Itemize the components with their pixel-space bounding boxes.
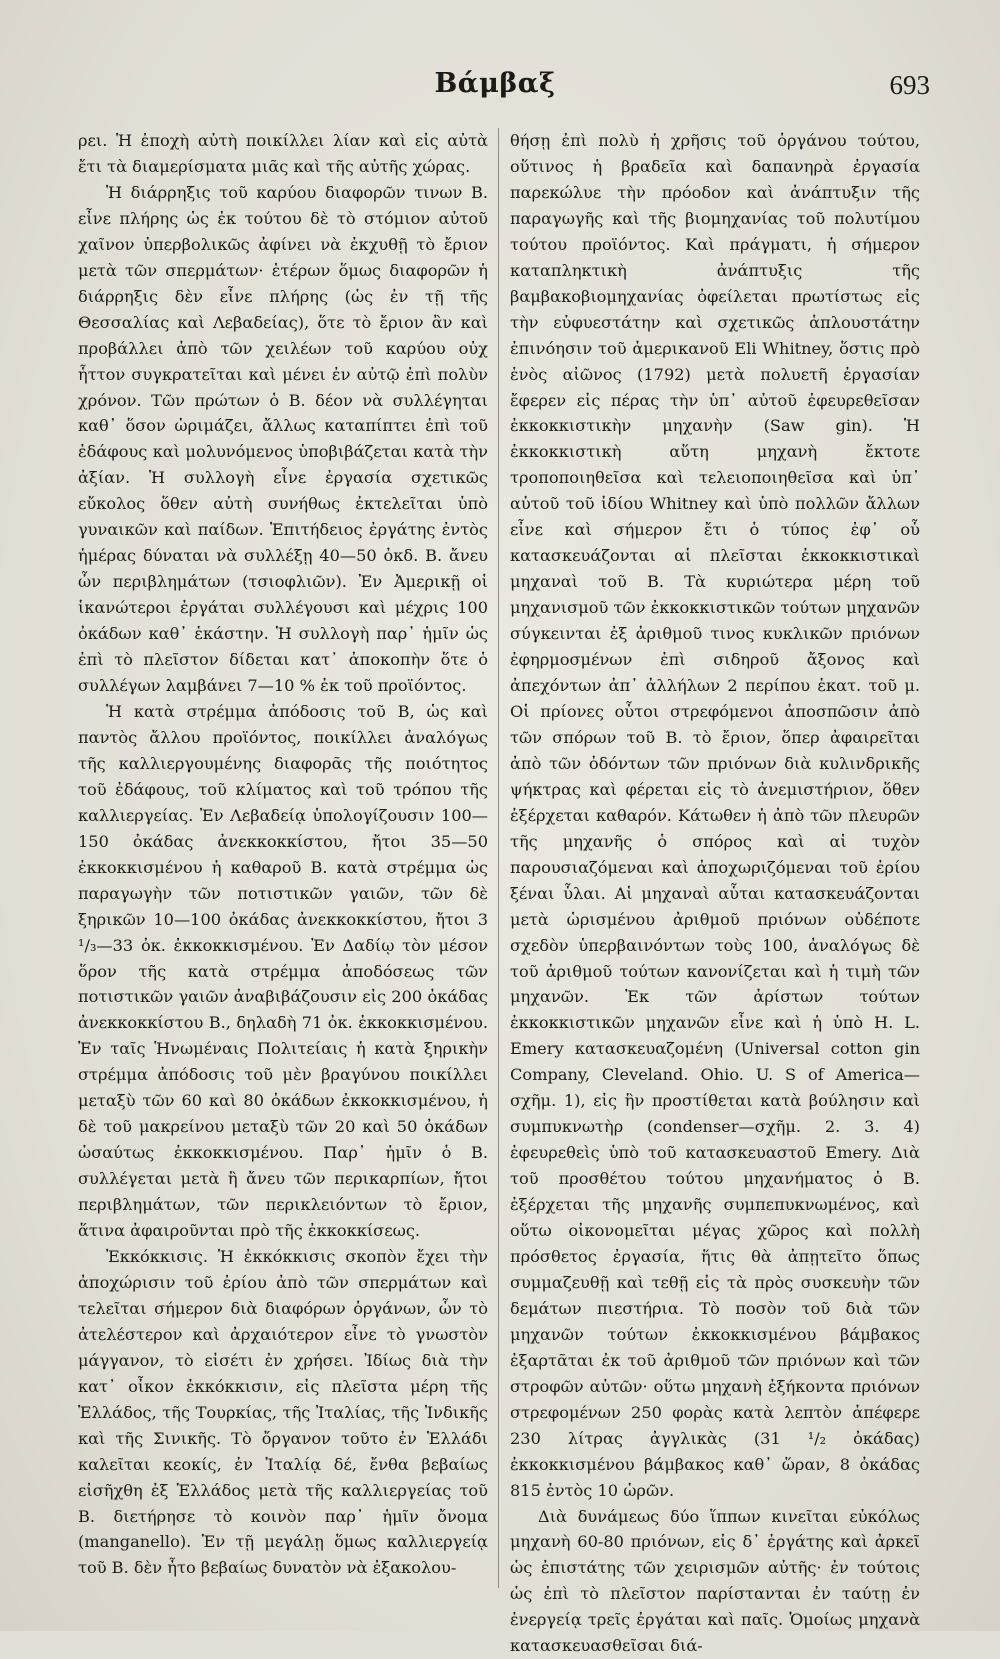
left-paragraph-1: ρει. Ἡ ἐποχὴ αὐτὴ ποικίλλει λίαν καὶ εἰς αὐτὰ ἔτι τὰ διαμερίσματα μιᾶς καὶ τῆς αὐτῆς χώρας. (78, 131, 488, 176)
left-paragraph-4: Ἐκκόκκισις. Ἡ ἐκκόκκισις σκοπὸν ἔχει τὴν ἀποχώρισιν τοῦ ἐρίου ἀπὸ τῶν σπερμάτων καὶ τελεῖται σήμερον διὰ διαφόρων ὀργάνων, ὧν τὸ ἀτελέστερον καὶ ἀρχαιότερον εἶνε τὸ γνωστὸν μάγγανον, τὸ εἰσέτι ἐν χρήσει. Ἰδίως διὰ τὴν κατ᾽ οἶκον ἐκκόκκισιν, εἰς πλεῖστα μέρη τῆς Ἑλλάδος, τῆς Τουρκίας, τῆς Ἰταλίας, τῆς Ἰνδικῆς καὶ τῆς Σινικῆς. Τὸ ὄργανον τοῦτο ἐν Ἑλλάδι καλεῖται κεοκίς, ἐν Ἰταλίᾳ δέ, ἔνθα βεβαίως εἰσῆχθη ἐξ Ἑλλάδος μετὰ τῆς καλλιεργείας τοῦ Β. διετήρησε τὸ κοινὸν παρ᾽ ἡμῖν ὄνομα (manganello). Ἐν τῇ μεγάλῃ ὅμως καλλιεργείᾳ τοῦ Β. δὲν ἦτο βεβαίως δυνατὸν νὰ ἐξακολου- (78, 1246, 488, 1578)
column-divider (498, 128, 499, 1588)
right-paragraph-1: θήσῃ ἐπὶ πολὺ ἡ χρῆσις τοῦ ὀργάνου τούτου, οὕτινος ἡ βραδεῖα καὶ δαπανηρὰ ἐργασία παρεκώλυε τὴν πρόοδον καὶ ἀνάπτυξιν τῆς παραγωγῆς καὶ τῆς βιομηχανίας τοῦ πολυτίμου τούτου προϊόντος. Καὶ πράγματι, ἡ σήμερον καταπληκτικὴ ἀνάπτυξις τῆς βαμβακοβιομηχανίας ὀφείλεται πρωτίστως εἰς τὴν εὐφυεστάτην καὶ σχετικῶς ἁπλουστάτην ἐπινόησιν τοῦ ἀμερικανοῦ Eli Whitney, ὅστις πρὸ ἑνὸς αἰῶνος (1792) μετὰ πολυετῆ ἐργασίαν ἔφερεν εἰς πέρας τὴν ὑπ᾽ αὐτοῦ ἐφευρεθεῖσαν ἐκκοκκιστικὴν μηχανὴν (Saw gin). Ἡ ἐκκοκκιστικὴ αὕτη μηχανὴ ἔκτοτε τροποποιηθεῖσα καὶ τελειοποιηθεῖσα καὶ ὑπ᾽ αὐτοῦ τοῦ ἰδίου Whitney καὶ ὑπὸ πολλῶν ἄλλων εἶνε καὶ σήμερον ἔτι ὁ τύπος ἐφ᾽ οὗ κατασκευάζονται αἱ πλεῖσται ἐκκοκκιστικαὶ μηχαναὶ τοῦ Β. Τὰ κυριώτερα μέρη τοῦ μηχανισμοῦ τῶν ἐκκοκκιστικῶν τούτων μηχανῶν σύγκεινται ἐξ ἀριθμοῦ τινος κυκλικῶν πριόνων ἐφηρμοσμένων ἐπὶ σιδηροῦ ἄξονος καὶ ἀπεχόντων ἀπ᾽ ἀλλήλων 2 περίπου ἑκατ. τοῦ μ. Οἱ πρίονες οὗτοι στρεφόμενοι ἀποσπῶσιν ἀπὸ τῶν σπόρων τοῦ Β. τὸ ἔριον, ὅπερ ἀφαιρεῖται ἀπὸ τῶν ὀδόντων τῶν πριόνων διὰ κυλινδρικῆς ψήκτρας καὶ φέρεται εἰς τὸ ἀνεμιστήριον, ὅθεν ἐξέρχεται καθαρόν. Κάτωθεν ἡ ἀπὸ τῶν πλευρῶν τῆς μηχανῆς ὁ σπόρος καὶ αἱ τυχὸν παρουσιαζόμεναι καὶ ἀποχωριζόμεναι τοῦ ἐρίου ξέναι ὗλαι. Αἱ μηχαναὶ αὗται κατασκευάζονται μετὰ ὡρισμένου ἀριθμοῦ πριόνων οὐδέποτε σχεδὸν ὑπερβαινόντων τοὺς 100, ἀναλόγως δὲ τοῦ ἀριθμοῦ τούτων κανονίζεται καὶ ἡ τιμὴ τῶν μηχανῶν. Ἐκ τῶν ἀρίστων τούτων ἐκκοκκιστικῶν μηχανῶν εἶνε καὶ ἡ ὑπὸ H. L. Emery κατασκευαζομένη (Universal cotton gin Company, Cleveland. Ohio. U. S of America—σχῆμ. 1), εἰς ἣν προστίθεται κατὰ βούλησιν καὶ συμπυκνωτὴρ (condenser—σχῆμ. 2. 3. 4) ἐφευρεθεὶς ὑπὸ τοῦ κατασκευαστοῦ Emery. Διὰ τοῦ προσθέτου τούτου μηχανήματος ὁ Β. ἐξέρχεται τῆς μηχανῆς συμπεπυκνωμένος, καὶ οὕτω οἰκονομεῖται μέγας χῶρος καὶ πολλὴ πρόσθετος ἐργασία, ἥτις θὰ ἀπῃτεῖτο ὅπως συμμαζευθῇ καὶ τεθῇ εἰς τὰ πρὸς συσκευὴν τῶν δεμάτων πιεστήρια. Τὸ ποσὸν τοῦ διὰ τῶν μηχανῶν τούτων ἐκκοκκισμένου βάμβακος ἐξαρτᾶται ἐκ τοῦ ἀριθμοῦ τῶν πριόνων καὶ τῶν στροφῶν αὐτῶν· οὕτω μηχανὴ ἐξήκοντα πριόνων στρεφομένων 250 φορὰς κατὰ λεπτὸν ἀπέφερε 230 λίτρας ἀγγλικὰς (31 ¹/₂ ὀκάδας) ἐκκοκκισμένου βάμβακος καθ᾽ ὥραν, 8 ὀκάδας 815 ἐντὸς 10 ὡρῶν. (510, 131, 921, 1500)
page-header (60, 68, 930, 108)
running-head: Βάμβαξ (434, 68, 556, 99)
left-paragraph-3: Ἡ κατὰ στρέμμα ἀπόδοσις τοῦ Β, ὡς καὶ παντὸς ἄλλου προϊόντος, ποικίλλει ἀναλόγως τῆς καλλιεργουμένης διαφορᾶς τῆς ποιότητος τοῦ ἐδάφους, τοῦ κλίματος καὶ τοῦ τρόπου τῆς καλλιεργείας. Ἐν Λεβαδείᾳ ὑπολογίζουσιν 100—150 ὀκάδας ἀνεκκοκκίστου, ἤτοι 35—50 ἐκκοκκισμένου ἡ καθαροῦ Β. κατὰ στρέμμα ὡς παραγωγὴν τῶν ποτιστικῶν γαιῶν, τῶν δὲ ξηρικῶν 10—100 ὀκάδας ἀνεκκοκκίστου, ἤτοι 3 ¹/₃—33 ὀκ. ἐκκοκκισμένου. Ἐν Δαδίῳ τὸν μέσον ὅρον τῆς κατὰ στρέμμα ἀποδόσεως τῶν ποτιστικῶν γαιῶν ἀναβιβάζουσιν εἰς 200 ὀκάδας ἀνεκκοκκίστου Β., δηλαδὴ 71 ὀκ. ἐκκοκκισμένου. Ἐν ταῖς Ἡνωμέναις Πολιτείαις ἡ κατὰ ξηρικὴν στρέμμα ἀπόδοσις τοῦ μὲν βραγύνου ποικίλλει μεταξὺ τῶν 60 καὶ 80 ὀκάδων ἐκκοκκισμένου, ἡ δὲ τοῦ μακρείνου μεταξὺ τῶν 20 καὶ 50 ὀκάδων ὡσαύτως ἐκκοκκισμένου. Παρ᾽ ἡμῖν ὁ Β. συλλέγεται μετὰ ἢ ἄνευ τῶν περικαρπίων, ἤτοι περιβλημάτων, τῶν περικλειόντων τὸ ἔριον, ἅτινα ἀφαιροῦνται πρὸ τῆς ἐκκοκκίσεως. (78, 701, 488, 1241)
right-column (510, 128, 920, 1659)
page-number: 693 (889, 70, 930, 100)
left-column (78, 128, 488, 1581)
right-paragraph-2: Διὰ δυνάμεως δύο ἵππων κινεῖται εὐκόλως μηχανὴ 60-80 πριόνων, εἰς δ᾽ ἐργάτης καὶ ἀρκεῖ ὡς ἐπιστάτης τῶν χειρισμῶν αὐτῆς· ἐν τούτοις ὡς ἐπὶ τὸ πλεῖστον παρίστανται ἐν ταύτῃ ἐν ἐνεργείᾳ τρεῖς ἐργάται καὶ παῖς. Ὁμοίως μηχανὰ κατασκευασθεῖσαι διά- (510, 1506, 920, 1656)
left-paragraph-2: Ἡ διάρρηξις τοῦ καρύου διαφορῶν τινων Β. εἶνε πλήρης ὡς ἐκ τούτου δὲ τὸ στόμιον αὐτοῦ χαῖνον ὑπερβολικῶς ἀφίνει νὰ ἐκχυθῇ τὸ ἔριον μετὰ τῶν σπερμάτων· ἑτέρων ὅμως διαφορῶν ἡ διάρρηξις δὲν εἶνε πλήρης (ὡς ἐν τῇ τῆς Θεσσαλίας καὶ Λεβαδείας), ὅτε τὸ ἔριον ἂν καὶ προβάλλει ἀπὸ τῶν χειλέων τοῦ καρύου οὐχ ἧττον συγκρατεῖται καὶ μένει ἐν αὐτῷ ἐπὶ πολὺν χρόνον. Τῶν πρώτων ὁ Β. δέον νὰ συλλέγηται καθ᾽ ὅσον ὡριμάζει, ἄλλως καταπίπτει ἐπὶ τοῦ ἐδάφους καὶ μολυνόμενος ὑποβιβάζεται κατὰ τὴν ἀξίαν. Ἡ συλλογὴ εἶνε ἐργασία σχετικῶς εὔκολος ὅθεν αὐτὴ συνήθως ἐκτελεῖται ὑπὸ γυναικῶν καὶ παίδων. Ἐπιτήδειος ἐργάτης ἐντὸς ἡμέρας δύναται νὰ συλλέξῃ 40—50 ὀκδ. Β. ἄνευ ὧν περιβλημάτων (τσιοφλιῶν). Ἐν Ἀμερικῇ οἱ ἱκανώτεροι ἐργάται συλλέγουσι καὶ μέχρις 100 ὀκάδων καθ᾽ ἑκάστην. Ἡ συλλογὴ παρ᾽ ἡμῖν ὡς ἐπὶ τὸ πλεῖστον δίδεται κατ᾽ ἀποκοπὴν ὅτε ὁ συλλέγων λαμβάνει 7—10 % ἐκ τοῦ προϊόντος. (78, 182, 488, 696)
